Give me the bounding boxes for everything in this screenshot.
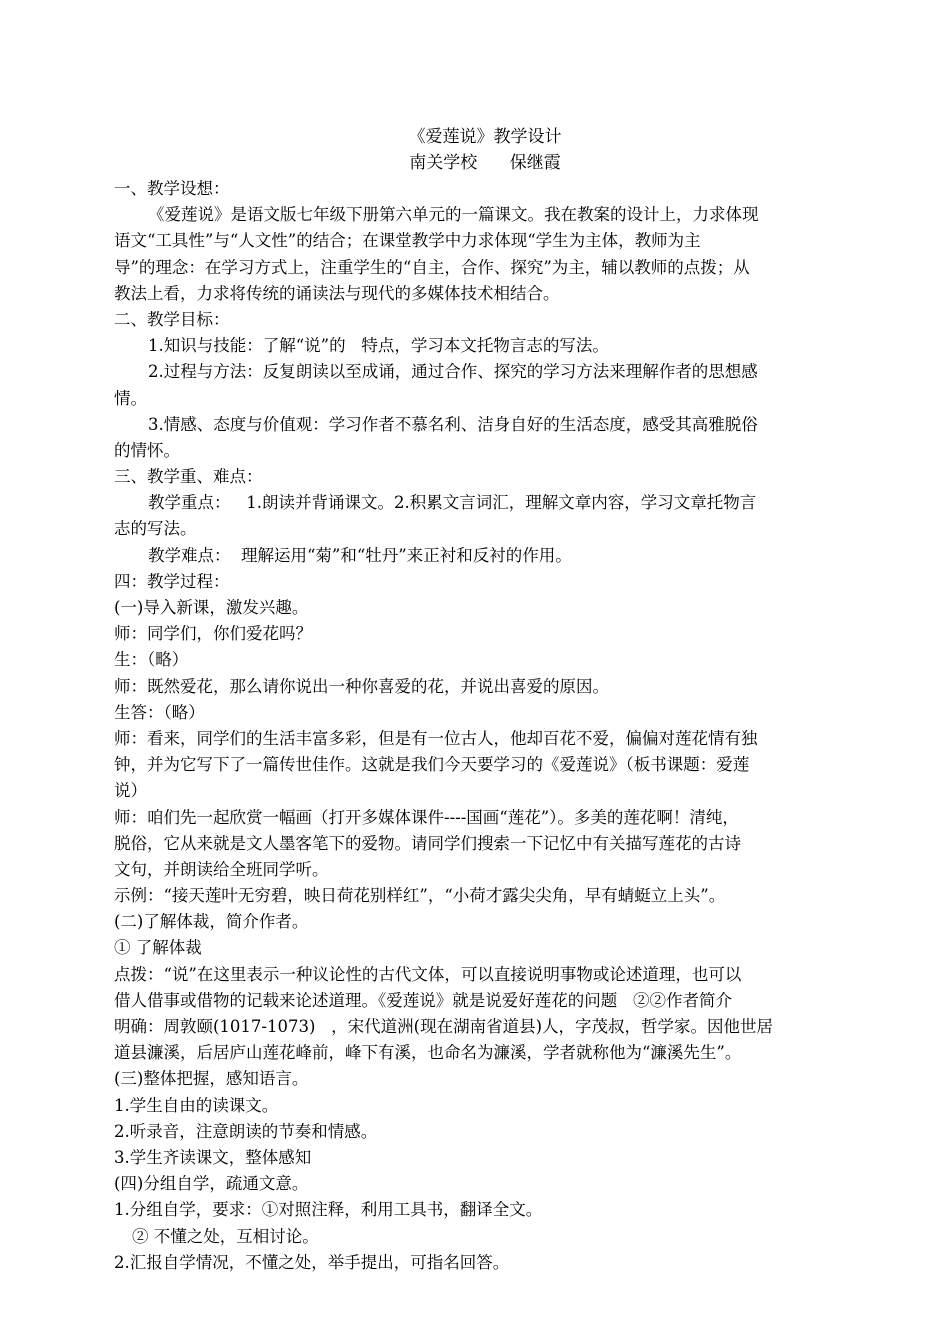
text-line: 说）: [114, 781, 147, 801]
text-line: 教学难点： 理解运用“菊”和“牡丹”来正衬和反衬的作用。: [148, 545, 572, 565]
text-line: 志的写法。: [114, 519, 197, 539]
text-line: 二、教学目标：: [114, 309, 230, 329]
text-line: 导”的理念：在学习方式上，注重学生的“自主，合作、探究”为主，辅以教师的点拨；从: [114, 257, 750, 277]
text-line: 3.情感、态度与价值观：学习作者不慕名利、洁身自好的生活态度，感受其高雅脱俗: [148, 414, 758, 434]
text-line: 示例：“接天莲叶无穷碧，映日荷花别样红”，“小荷才露尖尖角，早有蜻蜓立上头”。: [114, 886, 726, 906]
text-line: 生答：（略）: [114, 702, 205, 722]
text-line: 1.学生自由的读课文。: [114, 1095, 279, 1115]
text-line: 钟，并为它写下了一篇传世佳作。这就是我们今天要学习的《爱莲说》（板书课题：爱莲: [114, 755, 750, 775]
text-line: 2.听录音，注意朗读的节奏和情感。: [114, 1121, 378, 1141]
text-line: (三)整体把握，感知语言。: [114, 1069, 309, 1089]
text-line: 一、教学设想：: [114, 179, 230, 198]
text-line: 师：既然爱花，那么请你说出一种你喜爱的花，并说出喜爱的原因。: [114, 676, 609, 696]
text-line: 情。: [114, 388, 147, 408]
text-line: 师：同学们，你们爱花吗？: [114, 624, 312, 644]
text-line: 师：看来，同学们的生活丰富多彩，但是有一位古人，他却百花不爱，偏偏对莲花情有独: [114, 728, 758, 748]
text-line: 3.学生齐读课文，整体感知: [114, 1147, 312, 1167]
text-line: 明确：周敦颐(1017-1073) ，宋代道洲(现在湖南省道县)人，字茂叔，哲学家。因他世居: [114, 1017, 774, 1036]
text-line: ② 不懂之处，互相讨论。: [132, 1226, 319, 1246]
text-line: 《爱莲说》是语文版七年级下册第六单元的一篇课文。我在教案的设计上，力求体现: [148, 205, 759, 225]
text-line: 1.知识与技能：了解“说”的 特点，学习本文托物言志的写法。: [148, 336, 609, 356]
text-line: (二)了解体裁，简介作者。: [114, 912, 309, 932]
text-line: 借人借事或借物的记载来论述道理。《爱莲说》就是说爱好莲花的问题 ②②作者简介: [114, 990, 732, 1010]
text-line: 点拨：“说”在这里表示一种议论性的古代文体，可以直接说明事物或论述道理，也可以: [114, 964, 742, 984]
document-body: [114, 176, 844, 1276]
document-title: 《爱莲说》教学设计: [408, 127, 562, 147]
text-line: 2.过程与方法：反复朗读以至成诵，通过合作、探究的学习方法来理解作者的思想感: [148, 362, 758, 382]
text-line: 教法上看，力求将传统的诵读法与现代的多媒体技术相结合。: [114, 283, 560, 303]
text-line: 师：咱们先一起欣赏一幅画（打开多媒体课件----国画“莲花”）。多美的莲花啊！清纯，: [114, 807, 739, 827]
text-line: (一)导入新课，激发兴趣。: [114, 598, 309, 617]
text-line: ① 了解体裁: [114, 938, 202, 958]
text-line: 三、教学重、难点：: [114, 467, 263, 487]
text-line: 生：（略）: [114, 650, 189, 670]
document-page: [114, 124, 844, 1276]
text-line: 语文“工具性”与“人文性”的结合；在课堂教学中力求体现“学生为主体，教师为主: [114, 231, 701, 251]
text-line: 2.汇报自学情况，不懂之处，举手提出，可指名回答。: [114, 1252, 510, 1272]
text-line: 的情怀。: [114, 440, 180, 460]
text-line: 道县濂溪，后居庐山莲花峰前，峰下有溪，也命名为濂溪，学者就称他为“濂溪先生”。: [114, 1043, 742, 1063]
text-line: 1.分组自学，要求：①对照注释，利用工具书，翻译全文。: [114, 1200, 543, 1220]
text-line: 教学重点： 1.朗读并背诵课文。2.积累文言词汇，理解文章内容，学习文章托物言: [148, 493, 757, 513]
author-line: 南关学校 保继霞: [409, 153, 561, 173]
text-line: 四：教学过程：: [114, 571, 230, 591]
text-line: 文句，并朗读给全班同学听。: [114, 859, 329, 879]
text-line: 脱俗，它从来就是文人墨客笔下的爱物。请同学们搜索一下记忆中有关描写莲花的古诗: [114, 833, 741, 853]
text-line: (四)分组自学，疏通文意。: [114, 1174, 309, 1194]
